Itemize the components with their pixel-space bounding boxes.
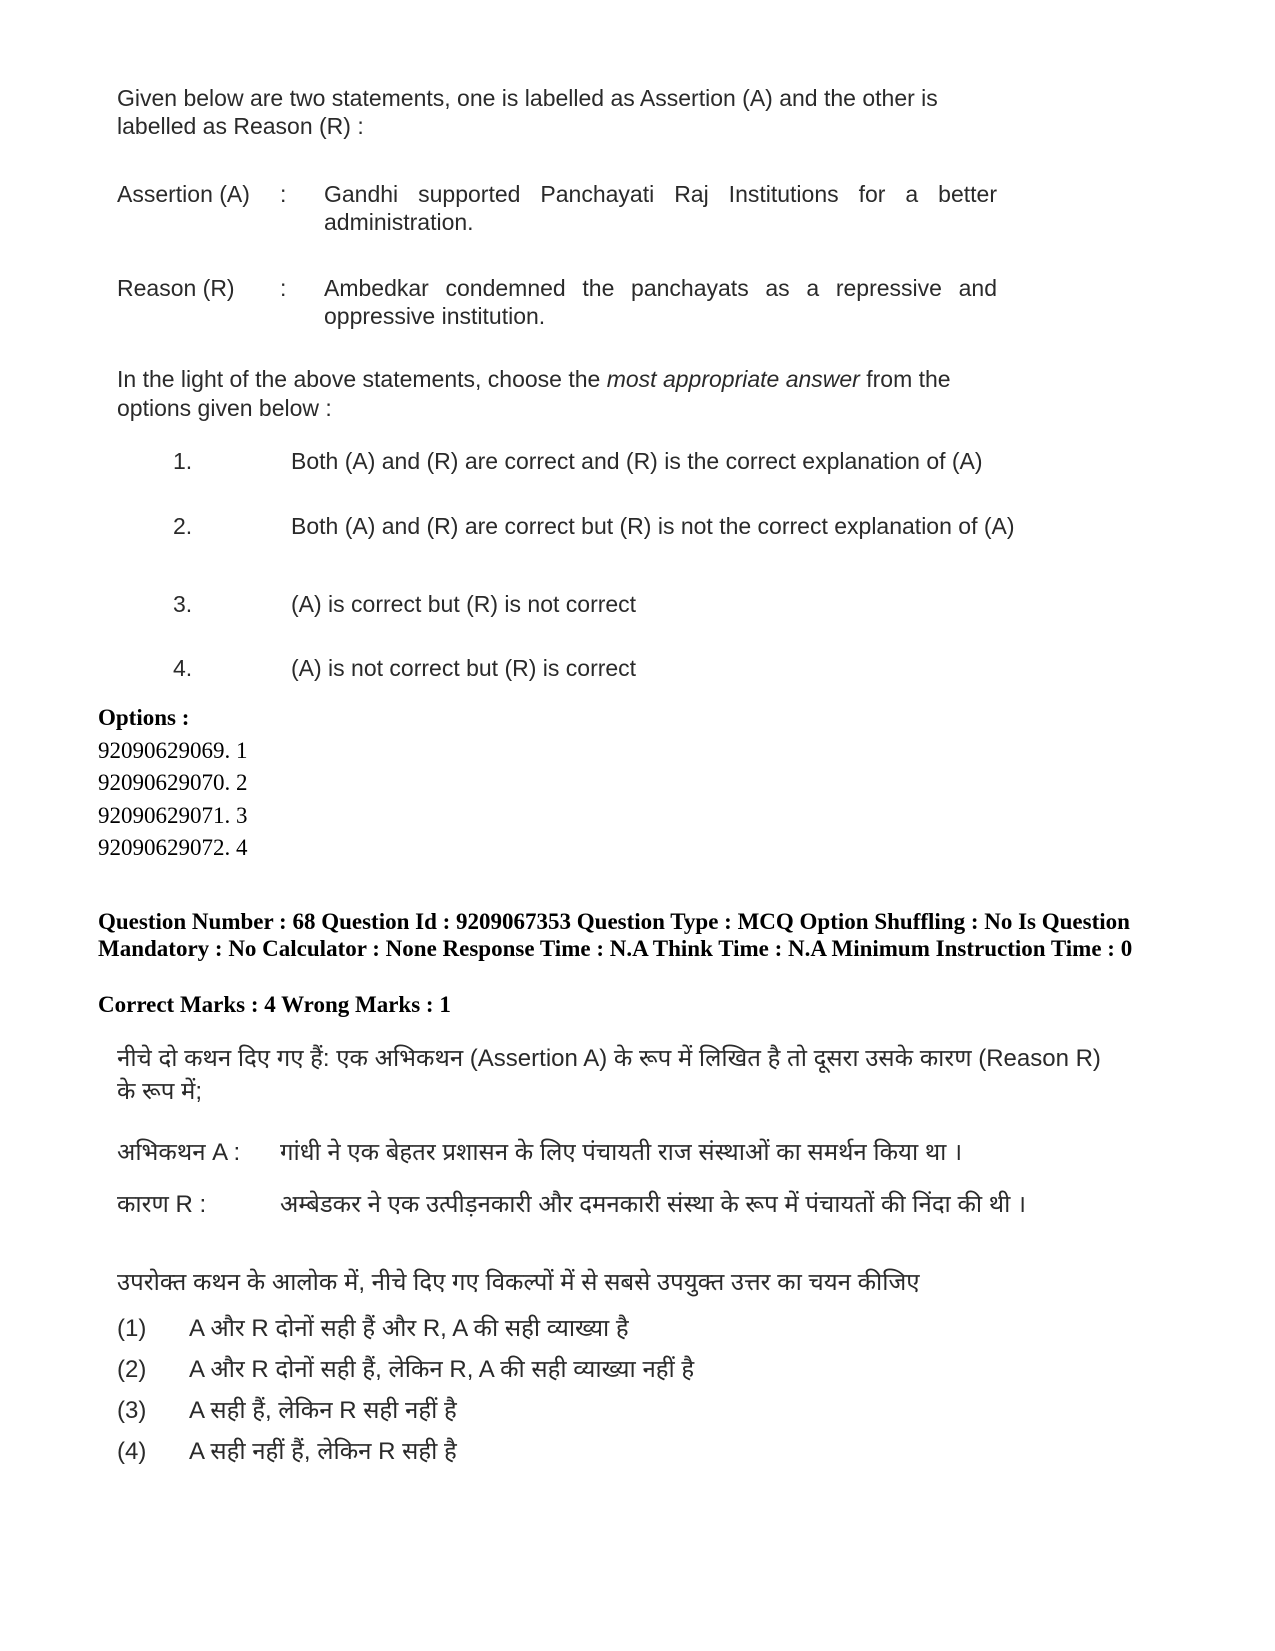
hindi-intro: नीचे दो कथन दिए गए हैं: एक अभिकथन (Assertion A) के रूप में लिखित है तो दूसरा उसके कारण (Reason R) के रूप में; [117, 1045, 1101, 1105]
prompt-emphasis: most appropriate answer [606, 366, 860, 392]
question-marks: Correct Marks : 4 Wrong Marks : 1 [98, 992, 451, 1017]
option-text: (A) is not correct but (R) is correct [291, 655, 637, 681]
option-number: 1. [173, 448, 193, 474]
hindi-option-text: A और R दोनों सही हैं, लेकिन R, A की सही व्याख्या नहीं है [189, 1356, 695, 1383]
option-text: (A) is correct but (R) is not correct [291, 591, 637, 617]
option-number: 4. [173, 655, 193, 681]
question-prompt [117, 365, 997, 423]
reason-label: Reason (R) [117, 275, 235, 301]
option-id-item: 92090629069. 1 [98, 737, 248, 763]
hindi-option-number: (3) [117, 1397, 147, 1424]
hindi-option-number: (1) [117, 1315, 147, 1342]
hindi-prompt: उपरोक्त कथन के आलोक में, नीचे दिए गए विकल्पों में से सबसे उपयुक्त उत्तर का चयन कीजिए [117, 1269, 920, 1296]
hindi-reason-label: कारण R : [117, 1191, 207, 1218]
prompt-before: In the light of the above statements, choose the [117, 366, 607, 392]
assertion-text: Gandhi supported Panchayati Raj Institutions for a better administration. [324, 181, 997, 235]
options-header: Options : [98, 705, 190, 730]
hindi-reason-text: अम्बेडकर ने एक उत्पीड़नकारी और दमनकारी संस्था के रूप में पंचायतों की निंदा की थी । [280, 1191, 1027, 1218]
hindi-option-number: (2) [117, 1356, 147, 1383]
option-id-item: 92090629071. 3 [98, 802, 248, 828]
option-text: Both (A) and (R) are correct and (R) is the correct explanation of (A) [291, 448, 983, 474]
hindi-assertion-label: अभिकथन A : [117, 1139, 241, 1166]
assertion-colon: : [280, 181, 287, 207]
reason-colon: : [280, 275, 287, 301]
prompt-after: from the options given below : [117, 366, 951, 421]
hindi-option-text: A और R दोनों सही हैं और R, A की सही व्याख्या है [189, 1315, 629, 1342]
hindi-assertion-text: गांधी ने एक बेहतर प्रशासन के लिए पंचायती राज संस्थाओं का समर्थन किया था । [280, 1139, 963, 1166]
option-number: 2. [173, 513, 193, 539]
assertion-label: Assertion (A) [117, 181, 250, 207]
option-id-item: 92090629072. 4 [98, 835, 248, 860]
hindi-option-text: A सही नहीं हैं, लेकिन R सही है [189, 1438, 457, 1465]
reason-text: Ambedkar condemned the panchayats as a repressive and oppressive institution. [324, 275, 997, 329]
question-english [117, 84, 1015, 681]
option-number: 3. [173, 591, 193, 617]
hindi-option-text: A सही हैं, लेकिन R सही नहीं है [189, 1397, 457, 1424]
hindi-option-number: (4) [117, 1438, 147, 1465]
option-id-item: 92090629070. 2 [98, 770, 248, 795]
question-intro: Given below are two statements, one is labelled as Assertion (A) and the other is labelled as Reason (R) : [117, 85, 938, 139]
options-list [98, 702, 248, 865]
question-metadata: Question Number : 68 Question Id : 9209067353 Question Type : MCQ Option Shuffling : No Is Question Mandatory : No Calculator : None Response Time : N.A Think Time : N.A Minimum Instruction Time : 0 [98, 909, 1133, 961]
option-text: Both (A) and (R) are correct but (R) is not the correct explanation of (A) [291, 513, 1015, 539]
